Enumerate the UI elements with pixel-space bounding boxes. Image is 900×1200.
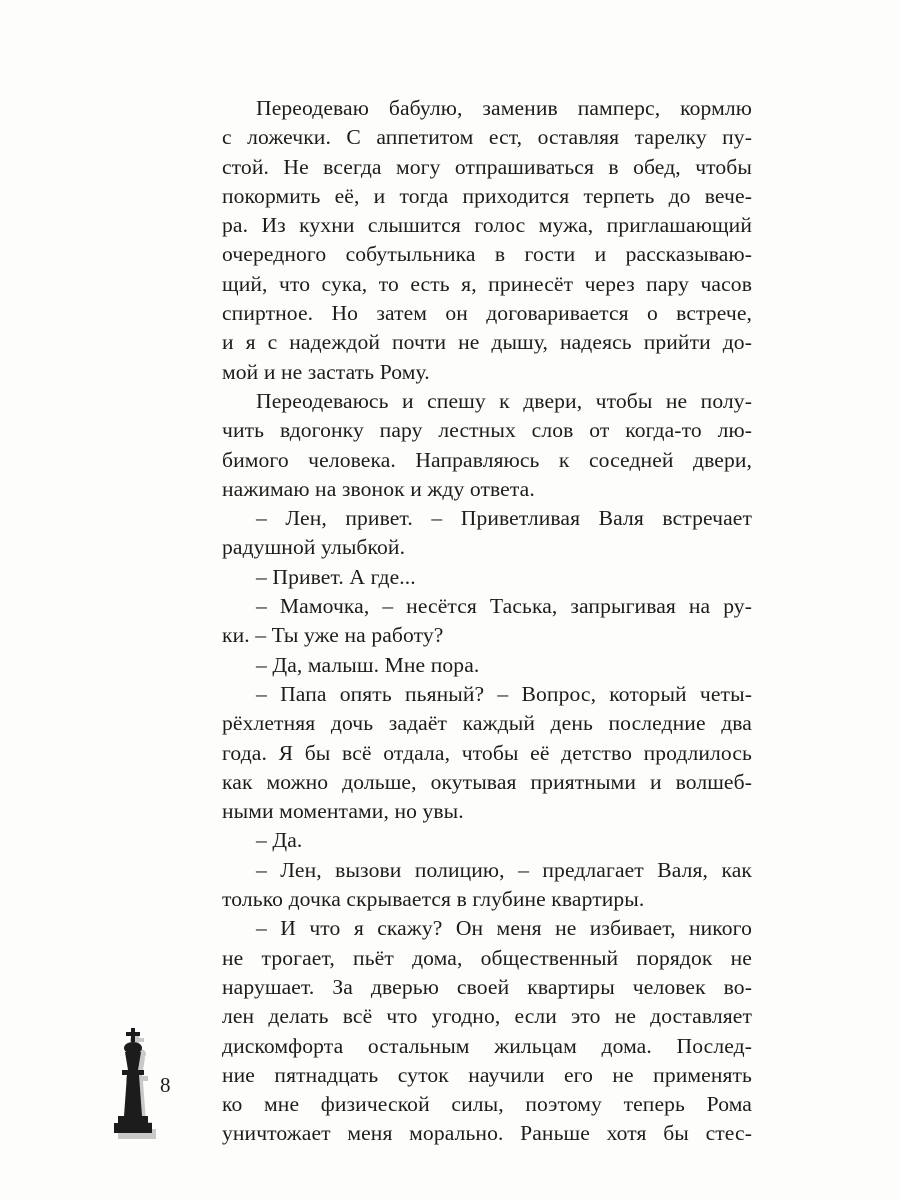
text-line: ными моментами, но увы.	[222, 799, 464, 824]
text-line: – Да, малыш. Мне пора.	[256, 652, 480, 677]
text-line: покормить её, и тогда приходится терпеть до вече-	[222, 183, 752, 208]
text-line: ние пятнадцать суток научили его не применять	[222, 1062, 752, 1087]
text-line: мой и не застать Рому.	[222, 359, 430, 384]
text-line: бимого человека. Направляюсь к соседней двери,	[222, 447, 752, 472]
text-line: ко мне физической силы, поэтому теперь Рома	[222, 1092, 752, 1117]
text-line: как можно дольше, окутывая приятными и волшеб-	[222, 769, 752, 794]
text-line: дискомфорта остальным жильцам дома. Послед-	[222, 1033, 752, 1058]
text-line: радушной улыбкой.	[222, 535, 406, 560]
text-line: не трогает, пьёт дома, общественный порядок не	[222, 945, 752, 970]
text-line: ра. Из кухни слышится голос мужа, приглашающий	[222, 213, 752, 238]
text-line: чить вдогонку пару лестных слов от когда-то лю-	[222, 418, 752, 443]
text-line: щий, что сука, то есть я, принесёт через пару часов	[222, 271, 752, 296]
text-line: с ложечки. С аппетитом ест, оставляя тарелку пу-	[222, 125, 752, 150]
text-line: нажимаю на звонок и жду ответа.	[222, 476, 535, 501]
text-line: – Лен, привет. – Приветливая Валя встречает	[256, 506, 752, 531]
text-line: – И что я скажу? Он меня не избивает, никого	[256, 916, 752, 941]
text-line: уничтожает меня морально. Раньше хотя бы стес-	[222, 1121, 752, 1146]
text-line: – Мамочка, – несётся Таська, запрыгивая на ру-	[256, 594, 752, 619]
chess-king-icon	[104, 1026, 164, 1146]
text-line: только дочка скрывается в глубине квартиры.	[222, 887, 645, 912]
text-line: – Папа опять пьяный? – Вопрос, который четы-	[256, 681, 752, 706]
text-line: Переодеваю бабулю, заменив памперс, кормлю	[256, 96, 752, 120]
text-line: – Да.	[256, 828, 303, 853]
text-line: и я с надеждой почти не дышу, надеясь прийти до-	[222, 330, 752, 355]
text-line: стой. Не всегда могу отпрашиваться в обед, чтобы	[222, 154, 752, 179]
text-line: Переодеваюсь и спешу к двери, чтобы не полу-	[256, 388, 752, 413]
text-line: – Привет. А где...	[256, 564, 416, 589]
text-line: года. Я бы всё отдала, чтобы её детство продлилось	[222, 740, 752, 765]
text-line: спиртное. Но затем он договаривается о встрече,	[222, 301, 752, 326]
text-line: рёхлетняя дочь задаёт каждый день последние два	[222, 711, 752, 736]
text-line: нарушает. За дверью своей квартиры человек во-	[222, 974, 752, 999]
text-line: лен делать всё что угодно, если это не доставляет	[222, 1004, 752, 1029]
text-line: ки. – Ты уже на работу?	[222, 623, 444, 648]
text-line: очередного собутыльника в гости и рассказываю-	[222, 242, 752, 267]
page-number: 8	[160, 1073, 171, 1097]
body-text	[222, 94, 752, 1149]
text-line: – Лен, вызови полицию, – предлагает Валя, как	[256, 857, 752, 882]
